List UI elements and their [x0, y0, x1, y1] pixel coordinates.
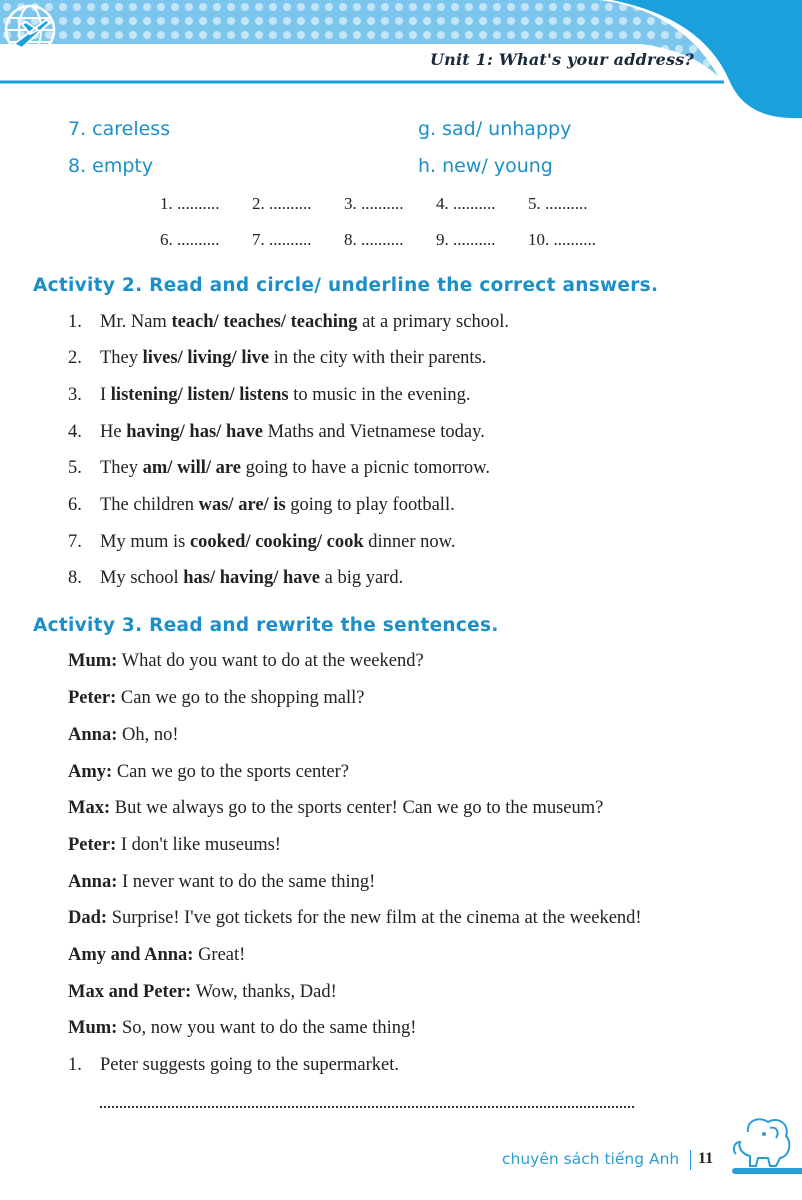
speaker: Max and Peter:: [68, 982, 192, 1002]
answer-blank[interactable]: 4. ..........: [436, 194, 496, 213]
dialogue-line: Anna: I never want to do the same thing!: [68, 872, 376, 892]
dialogue-line: Peter: Can we go to the shopping mall?: [68, 688, 365, 708]
activity-2-item: 4. He having/ has/ have Maths and Vietnamese today.: [68, 422, 485, 442]
matching-left: 7. careless: [68, 118, 171, 140]
speaker: Amy:: [68, 762, 113, 782]
speaker: Peter:: [68, 835, 117, 855]
page-number: 11: [698, 1150, 714, 1167]
answer-choices[interactable]: am/ will/ are: [142, 458, 241, 478]
answer-choices[interactable]: teach/ teaches/ teaching: [171, 312, 358, 332]
dialogue-line: Max and Peter: Wow, thanks, Dad!: [68, 982, 337, 1002]
speaker: Anna:: [68, 872, 118, 892]
activity-3-heading: Activity 3. Read and rewrite the sentences.: [33, 615, 499, 636]
answer-blank[interactable]: 1. ..........: [160, 194, 220, 213]
answer-blank[interactable]: 7. ..........: [252, 230, 312, 249]
activity-3-task: 1. Peter suggests going to the supermarket.: [68, 1055, 400, 1075]
speaker: Anna:: [68, 725, 118, 745]
speaker: Mum:: [68, 1018, 118, 1038]
page-header: [0, 0, 802, 125]
activity-2-heading: Activity 2. Read and circle/ underline the correct answers.: [33, 275, 659, 296]
footer-divider: [690, 1150, 691, 1170]
answer-choices[interactable]: cooked/ cooking/ cook: [189, 532, 364, 552]
activity-2-item: 8. My school has/ having/ have a big yard.: [68, 568, 404, 588]
answer-choices[interactable]: has/ having/ have: [183, 568, 320, 588]
publisher-footer: chuyên sách tiếng Anh: [502, 1150, 680, 1168]
activity-2-item: 6. The children was/ are/ is going to play football.: [68, 495, 455, 515]
unit-title: Unit 1: What's your address?: [429, 50, 694, 69]
activity-2-item: 1. Mr. Nam teach/ teaches/ teaching at a primary school.: [68, 312, 509, 332]
speaker: Max:: [68, 798, 111, 818]
answer-blank[interactable]: 9. ..........: [436, 230, 496, 249]
activity-2-item: 7. My mum is cooked/ cooking/ cook dinner now.: [68, 532, 456, 552]
dialogue-line: Dad: Surprise! I've got tickets for the new film at the cinema at the weekend!: [68, 908, 642, 928]
activity-2-item: 3. I listening/ listen/ listens to music in the evening.: [68, 385, 471, 405]
elephant-mascot-icon: [730, 1112, 798, 1170]
matching-right: g. sad/ unhappy: [418, 118, 572, 140]
answer-writing-line[interactable]: [100, 1100, 634, 1108]
answer-choices[interactable]: was/ are/ is: [198, 495, 286, 515]
answer-blanks-row: [160, 194, 660, 214]
answer-blanks-row: [160, 230, 660, 250]
answer-choices[interactable]: lives/ living/ live: [142, 348, 270, 368]
matching-left: 8. empty: [68, 155, 154, 177]
speaker: Amy and Anna:: [68, 945, 194, 965]
dialogue-line: Anna: Oh, no!: [68, 725, 179, 745]
speaker: Peter:: [68, 688, 117, 708]
answer-blank[interactable]: 5. ..........: [528, 194, 588, 213]
speaker: Mum:: [68, 651, 118, 671]
answer-choices[interactable]: having/ has/ have: [126, 422, 263, 442]
activity-2-item: 5. They am/ will/ are going to have a picnic tomorrow.: [68, 458, 490, 478]
answer-blank[interactable]: 6. ..........: [160, 230, 220, 249]
dialogue-line: Amy: Can we go to the sports center?: [68, 762, 350, 782]
matching-right: h. new/ young: [418, 155, 553, 177]
globe-airplane-icon: [0, 0, 60, 60]
matching-row: [68, 155, 708, 177]
dialogue-line: Peter: I don't like museums!: [68, 835, 281, 855]
activity-2-item: 2. They lives/ living/ live in the city with their parents.: [68, 348, 487, 368]
speaker: Dad:: [68, 908, 108, 928]
dialogue-line: Max: But we always go to the sports center! Can we go to the museum?: [68, 798, 604, 818]
answer-blank[interactable]: 10. ..........: [528, 230, 596, 249]
dialogue-line: Mum: What do you want to do at the weekend?: [68, 651, 424, 671]
dialogue-line: Mum: So, now you want to do the same thing!: [68, 1018, 417, 1038]
answer-blank[interactable]: 2. ..........: [252, 194, 312, 213]
matching-row: [68, 118, 708, 140]
answer-blank[interactable]: 8. ..........: [344, 230, 404, 249]
dialogue-line: Amy and Anna: Great!: [68, 945, 246, 965]
answer-choices[interactable]: listening/ listen/ listens: [110, 385, 289, 405]
answer-blank[interactable]: 3. ..........: [344, 194, 404, 213]
footer-accent-bar: [732, 1168, 802, 1174]
